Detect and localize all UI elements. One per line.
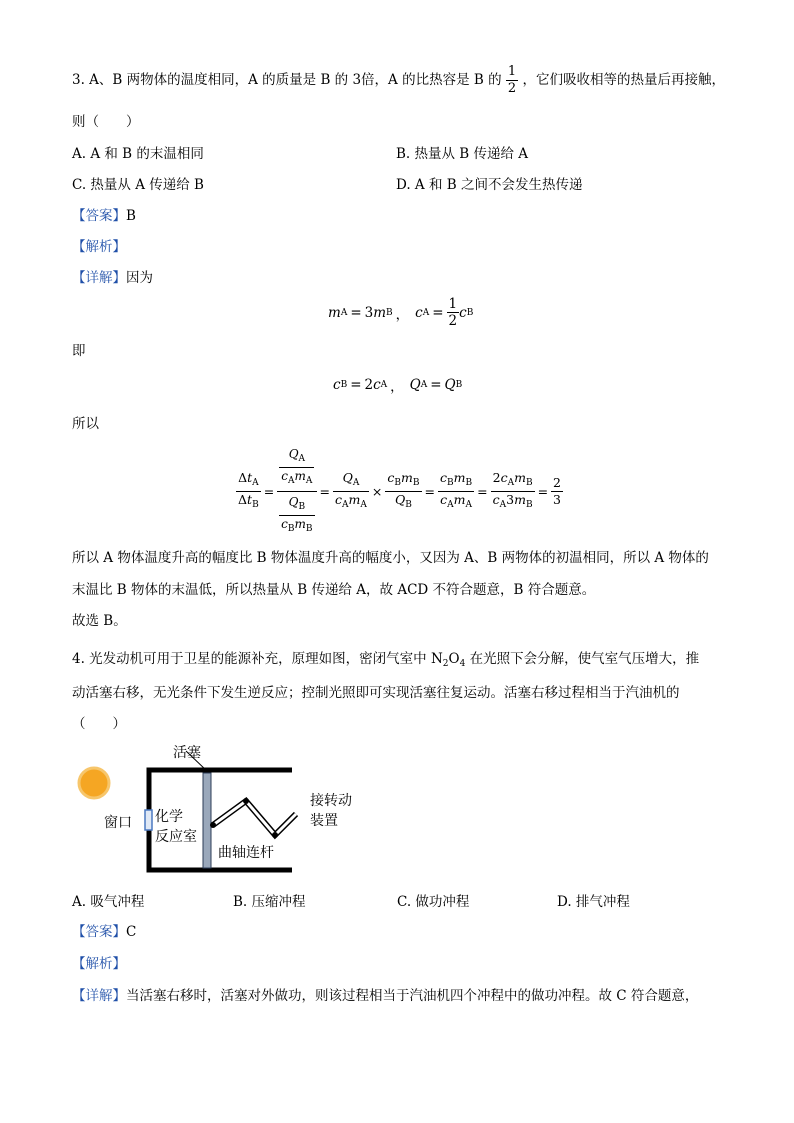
label-device-1: 接转动 — [310, 793, 352, 809]
piston — [203, 773, 211, 868]
q4-detail-tag: 【详解】 — [72, 988, 126, 1004]
q3-conclusion-line1: 所以 A 物体温度升高的幅度比 B 物体温度升高的幅度小，又因为 A、B 两物体的初温相同，所以 A 物体的 — [72, 550, 709, 566]
label-chamber-1: 化学 — [155, 809, 183, 825]
q3-stem-fraction — [506, 64, 518, 97]
q3-so-word: 所以 — [72, 416, 99, 432]
q3-equation-3: $\frac{\Delta t_A}{\Delta t_B}$ = $\frac{\frac{Q_A}{c_Am_A}}{\frac{Q_B}{c_Bm_B}}$ = $\frac{Q_A}{c_Am_A}$ × $\frac{c_Bm_B}{Q_B}$ = $\frac{c_Bm_B}{c_Am_A}$ = $\frac{2c_Am_B}{c_A3m_B}$ = $\frac{2}{3}$ — [238, 447, 561, 534]
q3-stem-text-b: ，它们吸收相等的热量后再接触， — [522, 72, 725, 88]
q3-frac-den: 2 — [507, 81, 517, 96]
q4-detail-text: 当活塞右移时，活塞对外做功，则该过程相当于汽油机四个冲程中的做功冲程。故 C 符合题意， — [126, 988, 699, 1004]
label-chamber-2: 反应室 — [155, 829, 197, 845]
crank-rod — [213, 801, 296, 835]
q3-answer — [72, 204, 136, 224]
q4-answer-tag: 【答案】 — [72, 924, 126, 940]
q3-stem-text-a: 3. A、B 两物体的温度相同，A 的质量是 B 的 3倍，A 的比热容是 B 的 — [72, 72, 502, 88]
q3-frac-num: 1 — [507, 64, 517, 79]
q3-answer-value: B — [126, 208, 136, 224]
q3-stem-line1 — [72, 64, 725, 97]
q3-option-c: C. 热量从 A 传递给 B — [72, 177, 204, 193]
q3-final-choice: 故选 B。 — [72, 613, 127, 629]
q4-answer — [72, 920, 136, 940]
label-piston: 活塞 — [173, 745, 201, 761]
q3-option-d: D. A 和 B 之间不会发生热传递 — [396, 177, 583, 193]
q4-stem-text-b: 在光照下会分解，使气室气压增大，推 — [465, 651, 700, 667]
q3-detail — [72, 266, 153, 286]
q4-answer-value: C — [126, 924, 137, 940]
q4-option-a: A. 吸气冲程 — [72, 894, 145, 910]
window-mark — [145, 810, 152, 830]
q3-option-b: B. 热量从 B 传递给 A — [396, 146, 529, 162]
q3-equation-1: m A = 3 m B ， c A = $\frac{1}{2}$ c B — [328, 296, 474, 329]
q3-equation-2: c B = 2 c A ， Q A = Q B — [333, 377, 463, 395]
q4-stem-sub1: 2 — [442, 659, 449, 669]
sun-icon — [79, 768, 109, 798]
q4-option-d: D. 排气冲程 — [557, 894, 630, 910]
q4-stem-line3: （ ） — [72, 716, 126, 732]
q3-answer-tag: 【答案】 — [72, 208, 126, 224]
q3-detail-intro: 因为 — [126, 270, 153, 286]
q3-option-a: A. A 和 B 的末温相同 — [72, 146, 204, 162]
q3-conclusion-line2: 末温比 B 物体的末温低，所以热量从 B 传递给 A，故 ACD 不符合题意，B 符合题意。 — [72, 582, 596, 598]
q4-stem-text-a: 4. 光发动机可用于卫星的能源补充，原理如图，密闭气室中 N — [72, 651, 443, 667]
q4-stem-sub2: 4 — [459, 659, 466, 669]
q4-stem-line2: 动活塞右移，无光条件下发生逆反应；控制光照即可实现活塞往复运动。活塞右移过程相当于汽油机的 — [72, 685, 680, 701]
q4-option-c: C. 做功冲程 — [397, 894, 470, 910]
q4-detail — [72, 984, 698, 1004]
q4-stem-line1 — [72, 647, 699, 669]
q4-analysis-tag: 【解析】 — [72, 956, 126, 972]
label-device-2: 装置 — [310, 813, 338, 829]
label-crank: 曲轴连杆 — [218, 845, 274, 861]
q4-stem-mid: O — [448, 651, 460, 667]
q3-stem-line2: 则（ ） — [72, 114, 140, 130]
q3-detail-tag: 【详解】 — [72, 270, 126, 286]
q4-figure — [70, 738, 370, 878]
q3-analysis-tag: 【解析】 — [72, 239, 126, 255]
q3-then-word: 即 — [72, 343, 86, 359]
label-window: 窗口 — [104, 815, 132, 831]
q4-option-b: B. 压缩冲程 — [233, 894, 306, 910]
